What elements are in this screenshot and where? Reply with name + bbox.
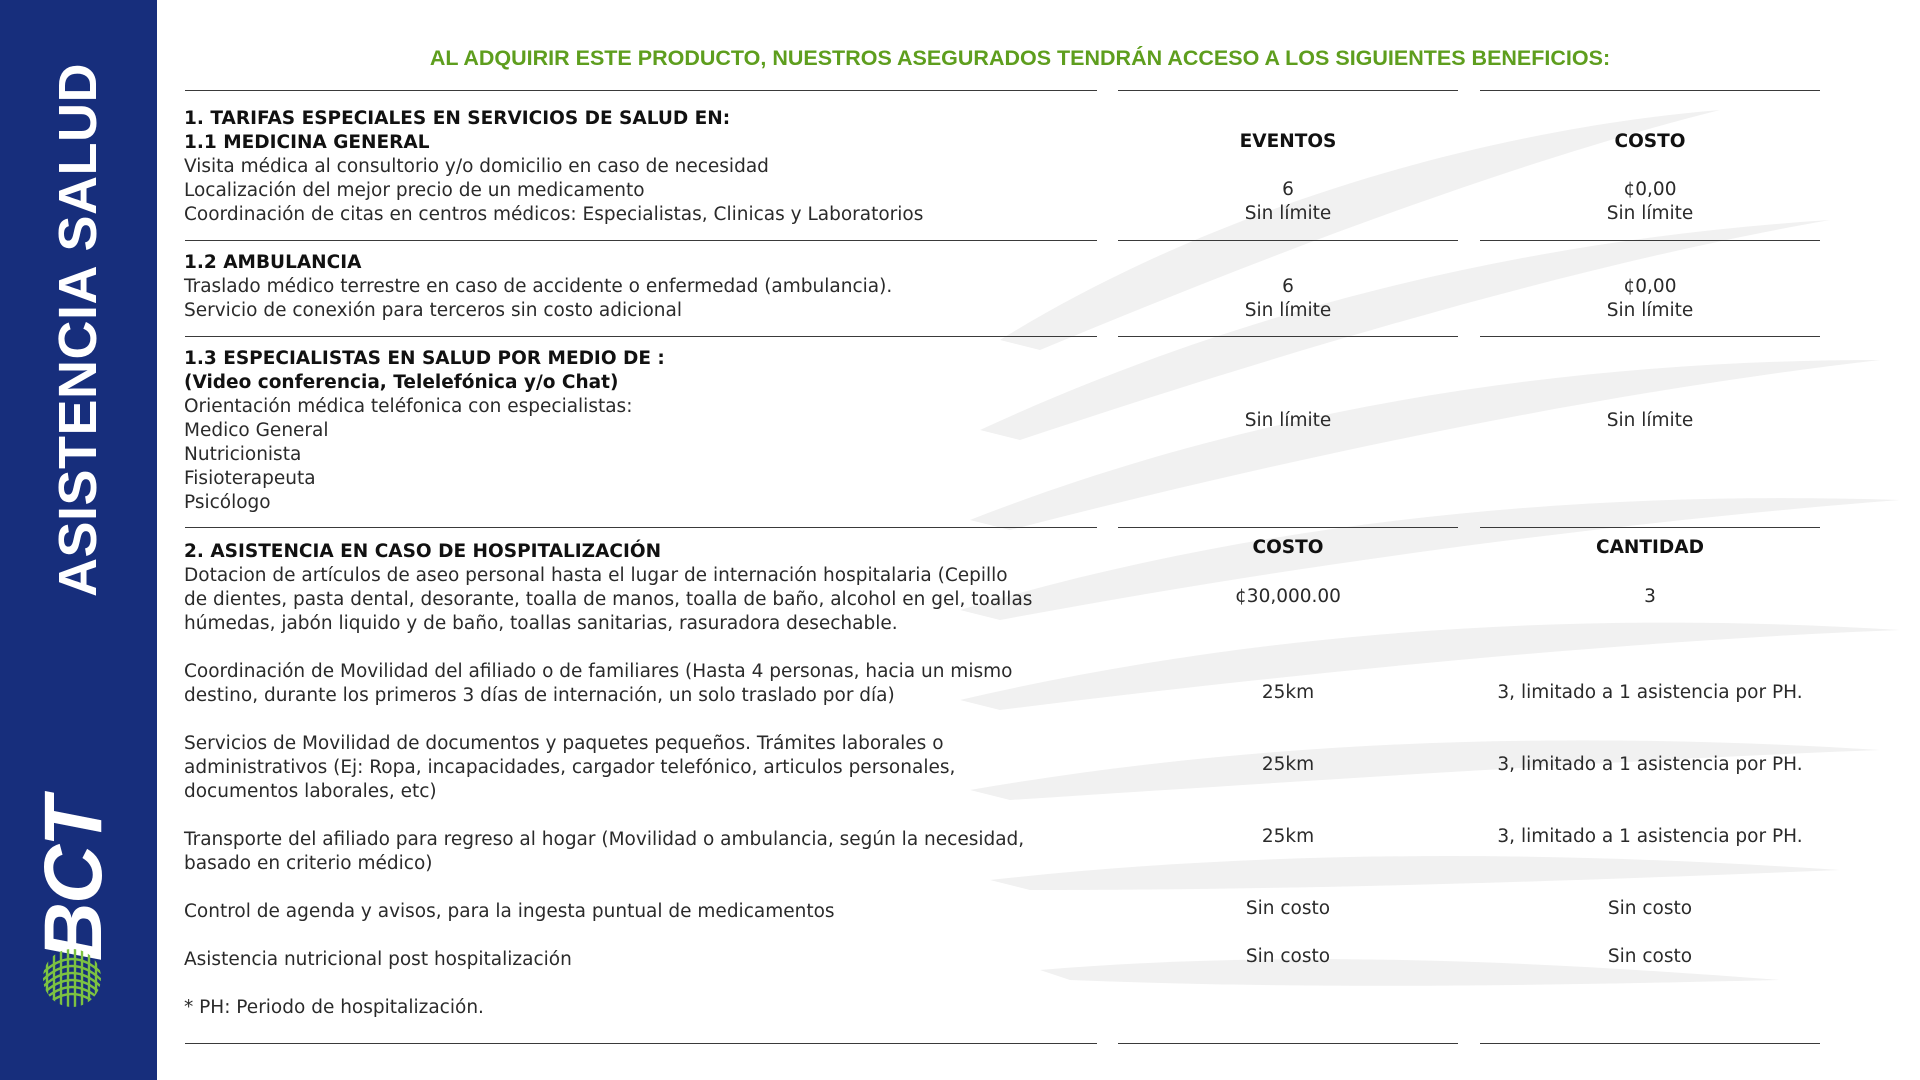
cost-value: ¢30,000.00 [1235,586,1341,607]
divider [1480,527,1820,528]
quantity-value: 3, limitado a 1 asistencia por PH. [1497,682,1803,703]
events-value: Sin límite [1244,300,1332,321]
section-title: 1.3 ESPECIALISTAS EN SALUD POR MEDIO DE : [184,348,665,369]
quantity-value: 3, limitado a 1 asistencia por PH. [1497,754,1803,775]
footnote: * PH: Periodo de hospitalización. [184,997,484,1018]
cost-value: ¢0,00 [1623,179,1677,200]
benefit-item: Orientación médica teléfonica con especialistas: [184,396,633,417]
divider [185,1043,1097,1044]
hospitalization-item: de dientes, pasta dental, desorante, toalla de manos, toalla de baño, alcohol en gel, toallas [184,589,1033,610]
benefit-item: Nutricionista [184,444,302,465]
cost-value: Sin costo [1245,946,1331,967]
divider [185,240,1097,241]
cost-value: Sin límite [1606,410,1694,431]
hospitalization-item: Asistencia nutricional post hospitalización [184,949,572,970]
globe-logo-icon [42,948,102,1008]
cost-value: Sin costo [1245,898,1331,919]
benefit-item: Visita médica al consultorio y/o domicilio en caso de necesidad [184,156,769,177]
column-header-events: EVENTOS [1239,131,1337,152]
benefit-item: Fisioterapeuta [184,468,316,489]
divider [1480,336,1820,337]
section-title: 2. ASISTENCIA EN CASO DE HOSPITALIZACIÓN [184,541,662,562]
hospitalization-item: administrativos (Ej: Ropa, incapacidades, cargador telefónico, articulos personales, [184,757,956,778]
quantity-value: Sin costo [1607,946,1693,967]
hospitalization-item: húmedas, jabón liquido y de baño, toallas sanitarias, rasuradora desechable. [184,613,898,634]
sidebar-title: ASISTENCIA SALUD [48,62,108,598]
cost-value: Sin límite [1606,203,1694,224]
hospitalization-item: destino, durante los primeros 3 días de internación, un solo traslado por día) [184,685,895,706]
cost-value: Sin límite [1606,300,1694,321]
cost-value: ¢0,00 [1623,276,1677,297]
column-header-cost: COSTO [1252,537,1324,558]
events-value: 6 [1282,179,1294,200]
benefit-item: Localización del mejor precio de un medicamento [184,180,645,201]
hospitalization-item: basado en criterio médico) [184,853,433,874]
brand-logo: BCT [28,798,119,962]
benefit-item: Medico General [184,420,329,441]
benefit-item: Coordinación de citas en centros médicos: Especialistas, Clinicas y Laboratorios [184,204,924,225]
section-subtitle: (Video conferencia, Telelefónica y/o Chat) [184,372,619,393]
divider [1480,1043,1820,1044]
quantity-value: Sin costo [1607,898,1693,919]
divider [1118,1043,1458,1044]
events-value: 6 [1282,276,1294,297]
divider [1480,240,1820,241]
hospitalization-item: Dotacion de artículos de aseo personal hasta el lugar de internación hospitalaria (Cepillo [184,565,1008,586]
hospitalization-item: Servicios de Movilidad de documentos y paquetes pequeños. Trámites laborales o [184,733,944,754]
column-header-quantity: CANTIDAD [1596,537,1704,558]
benefit-item: Servicio de conexión para terceros sin costo adicional [184,300,682,321]
divider [185,336,1097,337]
hospitalization-item: Transporte del afiliado para regreso al hogar (Movilidad o ambulancia, según la necesidad, [184,829,1025,850]
divider [1118,90,1458,91]
divider [1118,336,1458,337]
events-value: Sin límite [1244,410,1332,431]
divider [1118,527,1458,528]
page-header: AL ADQUIRIR ESTE PRODUCTO, NUESTROS ASEGURADOS TENDRÁN ACCESO A LOS SIGUIENTES BENEFICIOS: [429,46,1611,70]
hospitalization-item: documentos laborales, etc) [184,781,437,802]
benefit-item: Psicólogo [184,492,271,513]
hospitalization-item: Coordinación de Movilidad del afiliado o de familiares (Hasta 4 personas, hacia un mismo [184,661,1013,682]
quantity-value: 3, limitado a 1 asistencia por PH. [1497,826,1803,847]
cost-value: 25km [1261,826,1315,847]
hospitalization-item: Control de agenda y avisos, para la ingesta puntual de medicamentos [184,901,835,922]
events-value: Sin límite [1244,203,1332,224]
divider [185,527,1097,528]
benefit-item: Traslado médico terrestre en caso de accidente o enfermedad (ambulancia). [184,276,893,297]
sidebar [0,0,157,1080]
section-subtitle: 1.1 MEDICINA GENERAL [184,132,430,153]
cost-value: 25km [1261,754,1315,775]
divider [1118,240,1458,241]
section-title: 1.2 AMBULANCIA [184,252,362,273]
column-header-cost: COSTO [1614,131,1686,152]
divider [185,90,1097,91]
section-title: 1. TARIFAS ESPECIALES EN SERVICIOS DE SALUD EN: [184,108,731,129]
quantity-value: 3 [1644,586,1656,607]
cost-value: 25km [1261,682,1315,703]
divider [1480,90,1820,91]
